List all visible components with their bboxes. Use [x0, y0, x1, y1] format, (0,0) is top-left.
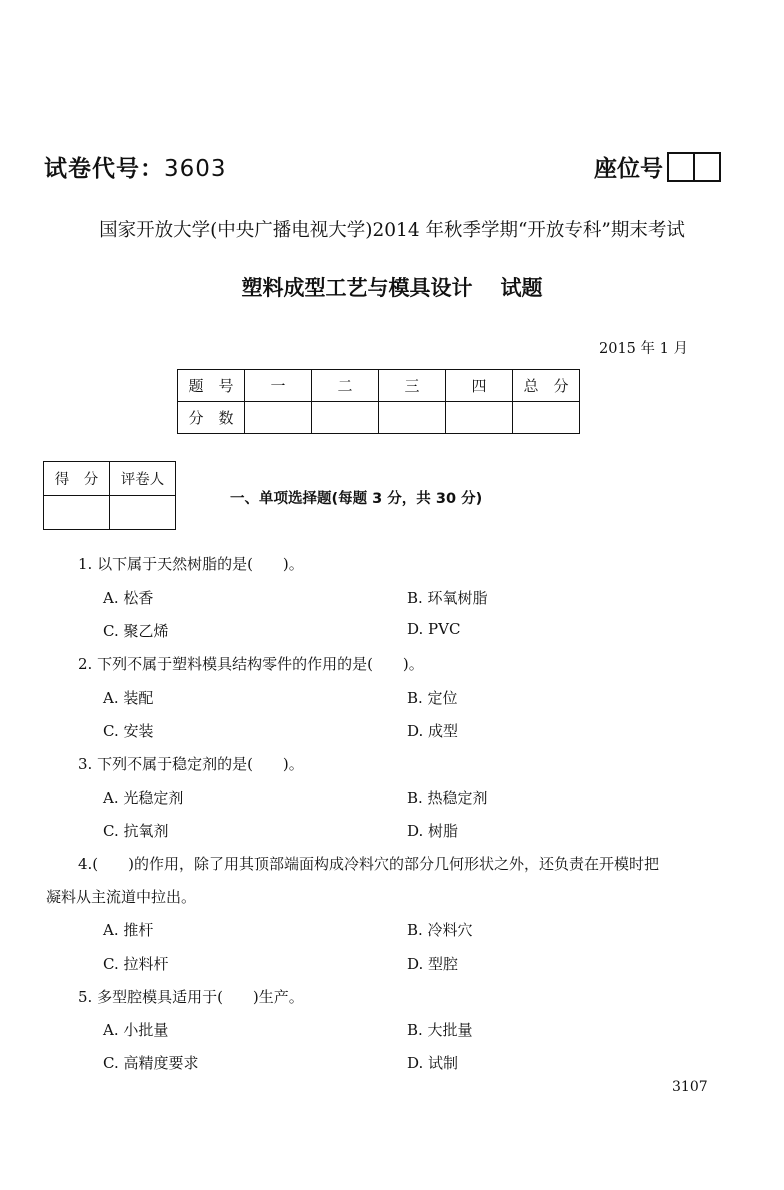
score-table-cell: 题 号 [178, 370, 245, 402]
grader-table-header-row [44, 462, 176, 496]
score-table-cell: 总 分 [513, 370, 580, 402]
option-d: D. PVC [407, 620, 461, 638]
grader-table-blank-row [44, 496, 176, 530]
exam-code [44, 150, 227, 183]
score-table-cell: 二 [312, 370, 379, 402]
exam-code-value: 3603 [164, 156, 227, 182]
option-a: A. 光稳定剂 [103, 789, 184, 807]
option-a: A. 小批量 [103, 1021, 169, 1039]
option-d: D. 试制 [407, 1054, 459, 1072]
option-b: B. 定位 [407, 689, 458, 707]
question-stem: 5. 多型腔模具适用于( )生产。 [78, 988, 304, 1006]
option-b: B. 环氧树脂 [407, 589, 488, 607]
score-input-cell [446, 402, 513, 434]
option-d: D. 成型 [407, 722, 459, 740]
score-table-header-row [178, 370, 580, 402]
score-table-cell: 三 [379, 370, 446, 402]
option-b: B. 热稳定剂 [407, 789, 488, 807]
option-b: B. 冷料穴 [407, 921, 473, 939]
subject-name: 塑料成型工艺与模具设计 [241, 276, 473, 300]
score-table [177, 369, 580, 434]
score-table-cell: 分 数 [178, 402, 245, 434]
seat-number-boxes [667, 152, 721, 182]
question-stem-continued: 凝料从主流道中拉出。 [46, 888, 197, 906]
option-d: D. 树脂 [407, 822, 459, 840]
option-c: C. 拉料杆 [103, 955, 169, 973]
score-table-cell: 四 [446, 370, 513, 402]
question-stem: 3. 下列不属于稳定剂的是( )。 [78, 755, 304, 773]
exam-date: 2015 年 1 月 [599, 341, 688, 357]
option-c: C. 高精度要求 [103, 1054, 199, 1072]
seat-number [594, 150, 721, 183]
question-stem: 4.( )的作用，除了用其顶部端面构成冷料穴的部分几何形状之外，还负责在开模时把 [78, 855, 660, 873]
option-b: B. 大批量 [407, 1021, 473, 1039]
seat-number-label: 座位号 [594, 156, 663, 182]
grader-table [43, 461, 176, 530]
option-c: C. 聚乙烯 [103, 622, 169, 640]
section-title: 一、单项选择题(每题 3 分，共 30 分) [230, 491, 483, 507]
score-input-cell [245, 402, 312, 434]
question-stem: 2. 下列不属于塑料模具结构零件的作用的是( )。 [78, 655, 424, 673]
score-input-cell [312, 402, 379, 434]
subject-title [0, 272, 784, 302]
option-a: A. 推杆 [103, 921, 154, 939]
seat-box [695, 152, 721, 182]
option-a: A. 松香 [103, 589, 154, 607]
seat-box [667, 152, 695, 182]
option-a: A. 装配 [103, 689, 154, 707]
score-input-cell [379, 402, 446, 434]
option-c: C. 抗氧剂 [103, 822, 169, 840]
grader-score-label: 得 分 [44, 462, 110, 496]
score-table-cell: 一 [245, 370, 312, 402]
score-input-cell [513, 402, 580, 434]
subject-suffix: 试题 [500, 276, 543, 300]
question-stem: 1. 以下属于天然树脂的是( )。 [78, 555, 304, 573]
page-number: 3107 [672, 1079, 708, 1095]
score-table-score-row [178, 402, 580, 434]
grader-score-cell [44, 496, 110, 530]
grader-name-label: 评卷人 [110, 462, 176, 496]
option-d: D. 型腔 [407, 955, 459, 973]
exam-code-label: 试卷代号： [44, 156, 164, 182]
grader-name-cell [110, 496, 176, 530]
exam-title: 国家开放大学(中央广播电视大学)2014 年秋季学期“开放专科”期末考试 [99, 220, 685, 241]
option-c: C. 安装 [103, 722, 154, 740]
